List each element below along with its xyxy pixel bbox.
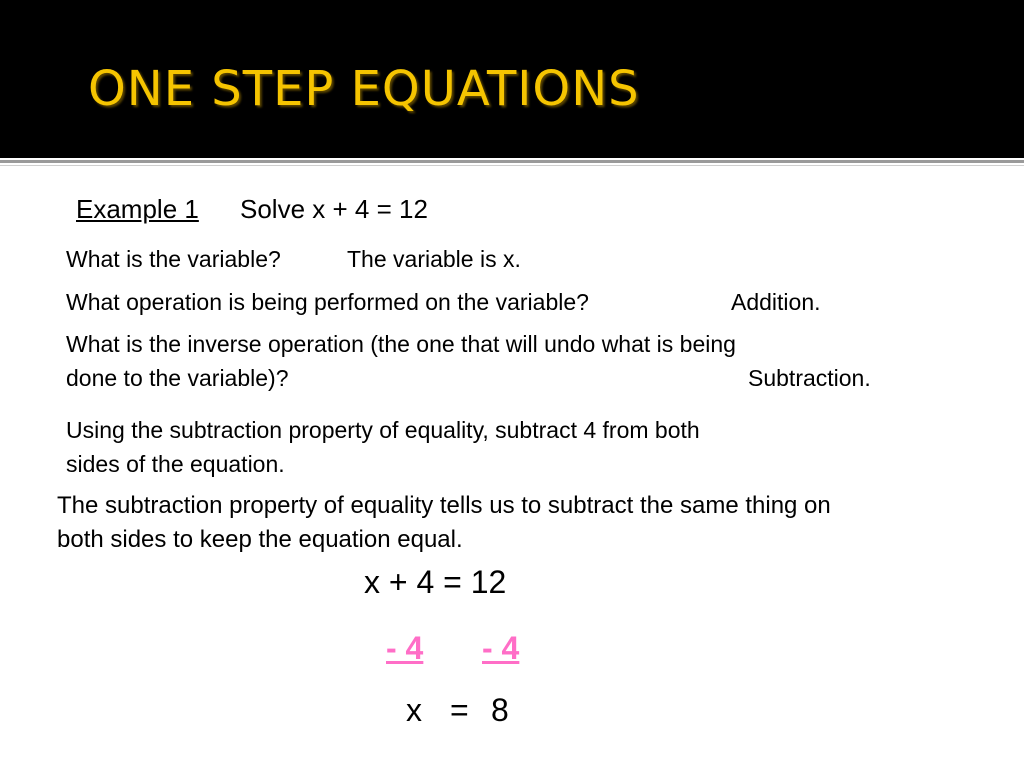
work-equation: x + 4 = 12 [364, 564, 507, 600]
answer-inverse: Subtraction. [748, 365, 871, 391]
slide-title: ONE STEP EQUATIONS [88, 61, 640, 117]
answer-operation: Addition. [731, 289, 821, 315]
work-right-subtract: - 4 [482, 630, 520, 666]
property-line2: both sides to keep the equation equal. [57, 526, 463, 553]
divider-line [0, 160, 1024, 163]
question-inverse-line2: done to the variable)? [66, 365, 289, 391]
work-left-subtract: - 4 [386, 630, 424, 666]
example-prompt: Solve x + 4 = 12 [240, 194, 428, 224]
divider-line-thin [0, 165, 1024, 166]
question-inverse-line1: What is the inverse operation (the one that will undo what is being [66, 331, 736, 357]
result-value: 8 [491, 692, 509, 728]
example-label: Example 1 [76, 194, 199, 224]
answer-variable: The variable is x. [347, 246, 521, 272]
question-variable: What is the variable? [66, 246, 281, 272]
question-operation: What operation is being performed on the variable? [66, 289, 589, 315]
property-line1: The subtraction property of equality tells us to subtract the same thing on [57, 492, 831, 519]
instruction-line2: sides of the equation. [66, 451, 285, 477]
instruction-line1: Using the subtraction property of equality, subtract 4 from both [66, 417, 700, 443]
result-equals: = [450, 692, 469, 728]
result-variable: x [406, 692, 422, 728]
